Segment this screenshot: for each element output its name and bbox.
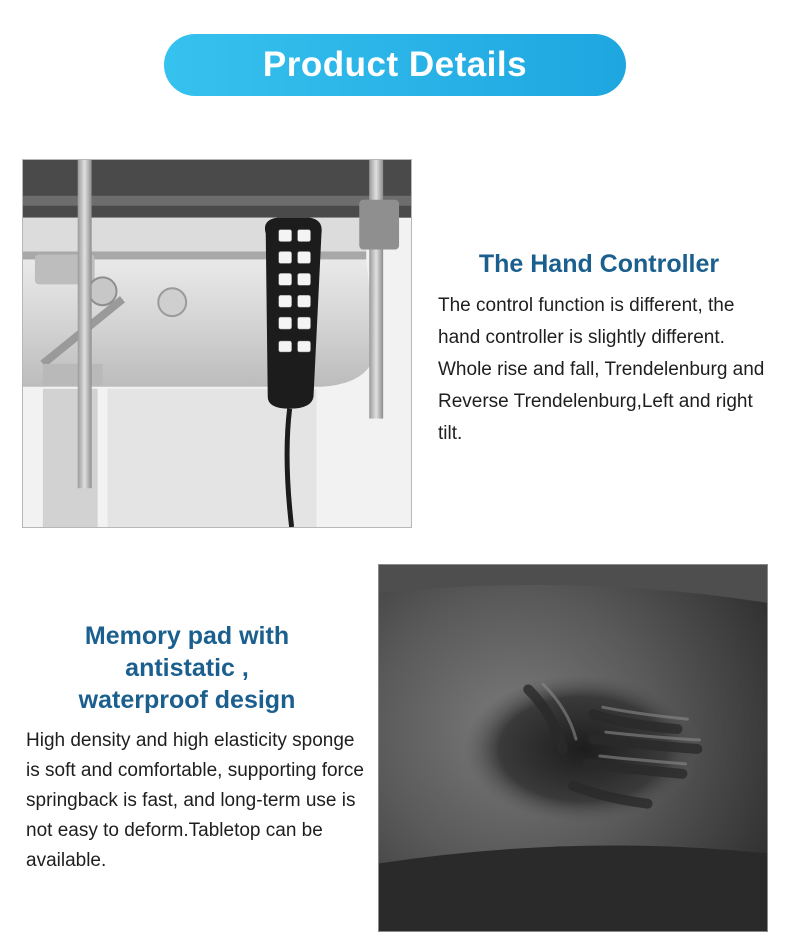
- hand-controller-photo: [22, 159, 412, 528]
- hand-controller-heading: The Hand Controller: [478, 250, 720, 278]
- memory-pad-description: High density and high elasticity sponge is soft and comfortable, supporting force springback is fast, and long-term use is not easy to deform.Tabletop can be available.: [26, 730, 364, 871]
- memory-pad-heading: [24, 620, 350, 716]
- banner-title: Product Details: [262, 45, 528, 84]
- memory-pad-photo: [378, 564, 768, 932]
- memory-pad-heading-line: Memory pad with: [84, 622, 290, 650]
- memory-pad-heading-line: waterproof design: [78, 686, 296, 714]
- memory-pad-heading-line: antistatic ,: [125, 654, 249, 682]
- hand-controller-description: The control function is different, the hand controller is slightly different. Whole rise and fall, Trendelenburg and Reverse Trendelenburg,Left and right tilt.: [438, 295, 765, 444]
- section-banner: [164, 34, 626, 96]
